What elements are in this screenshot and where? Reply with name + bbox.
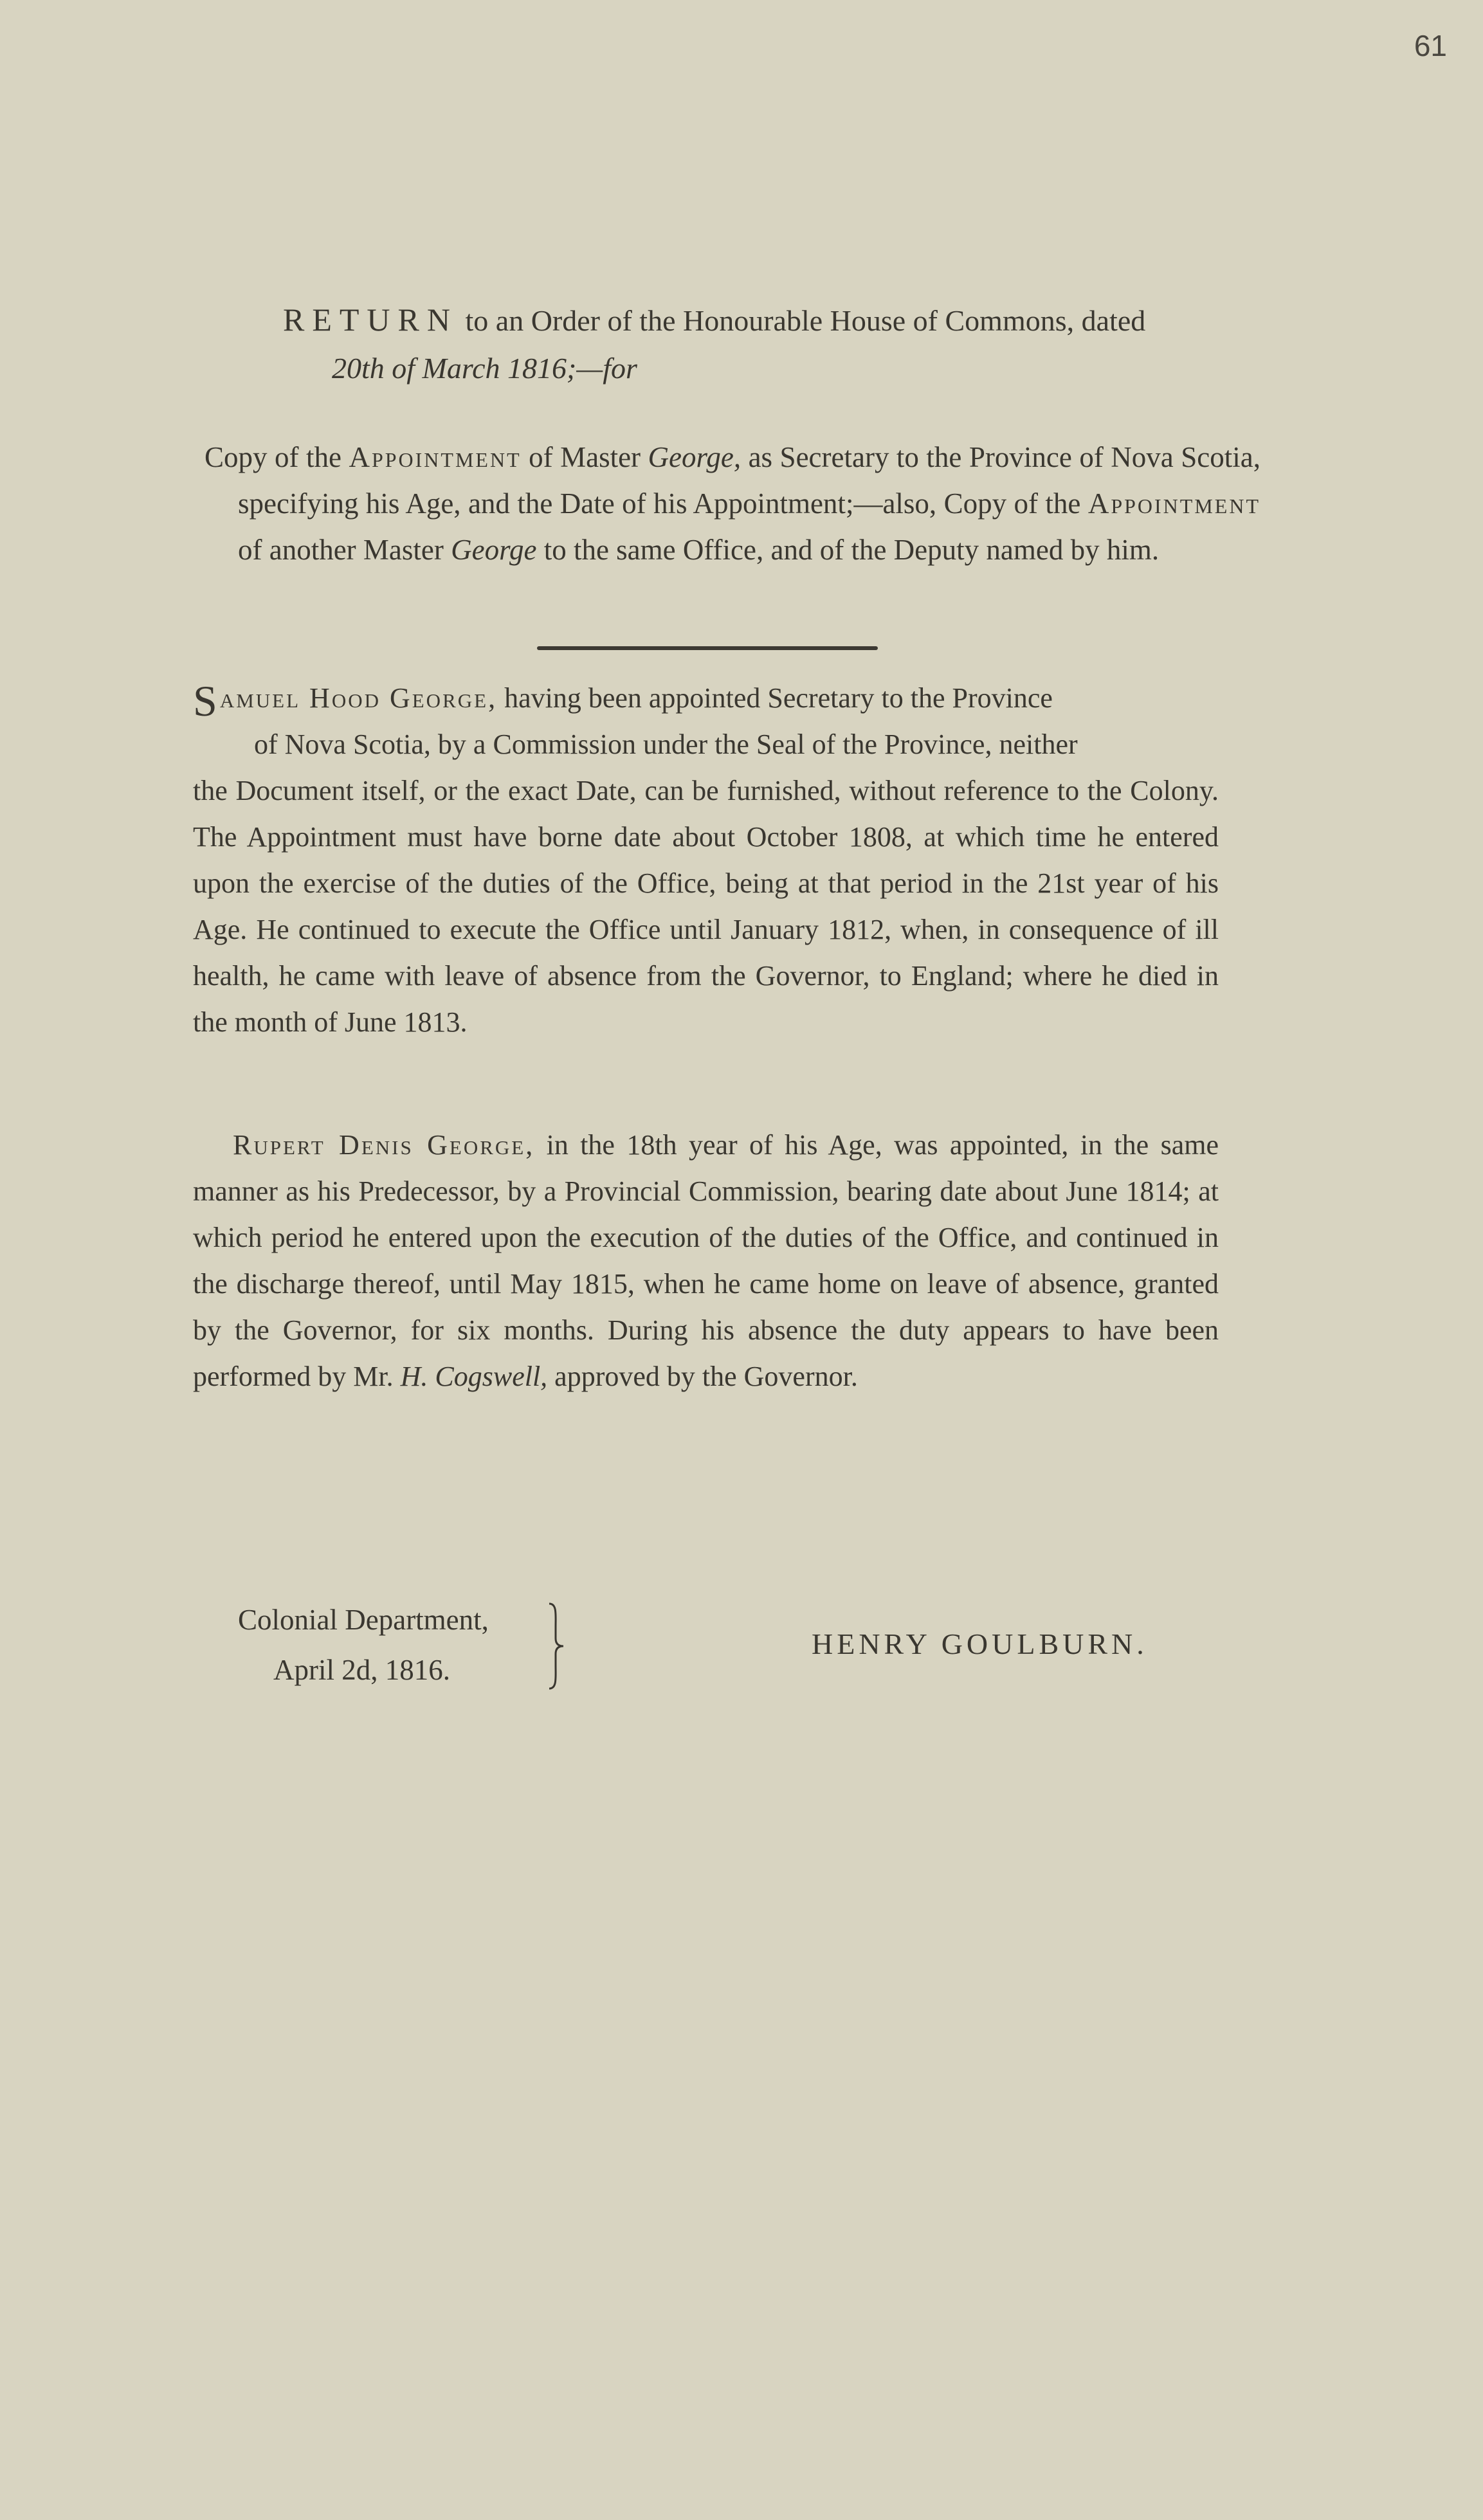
copy-text-1: Copy of the: [205, 441, 349, 473]
closing-date: April 2d, 1816.: [273, 1654, 450, 1686]
heading-line-2: [283, 345, 1235, 392]
samuel-line-2: of Nova Scotia, by a Commission under the Seal of the Province, neither: [254, 729, 1078, 760]
rupert-text-2: approved by the Governor.: [547, 1361, 858, 1392]
closing-block: [0, 1595, 1483, 1710]
page-number: 61: [1414, 29, 1447, 62]
copy-text-2: of Master: [521, 441, 648, 473]
george-term-1: George,: [648, 441, 742, 473]
heading-line-1-rest: to an Order of the Honourable House of Commons, dated: [465, 304, 1146, 337]
appointment-term-1: Appointment: [349, 441, 522, 473]
copy-paragraph: [205, 434, 1260, 573]
dropcap-letter: S: [193, 676, 217, 725]
samuel-name: amuel Hood George,: [219, 682, 498, 714]
samuel-paragraph: [193, 675, 1219, 1046]
cogswell-name: H. Cogswell,: [400, 1361, 548, 1392]
samuel-rest: the Document itself, or the exact Date, can be furnished, without reference to the Colony. The Appointment must have borne date about October 1808, at which time he entered upon the exercise of the duties of the Office, being at that period in the 21st year of his Age. He continued to execute the Office until January 1812, when, in consequence of ill health, he came with leave of absence from the Governor, to England; where he died in the month of June 1813.: [193, 775, 1219, 1038]
heading-line-1: [283, 296, 1235, 345]
brace-icon: [547, 1601, 566, 1691]
copy-text-3: as Secretary to the Province of Nova Scotia, specifying his Age, and the Date of his Appointment;—also, Copy of the: [238, 441, 1260, 520]
heading-date-for: 20th of March 1816;—for: [332, 352, 637, 385]
samuel-line-1-rest: having been appointed Secretary to the Province: [497, 682, 1053, 714]
appointment-term-2: Appointment: [1087, 487, 1260, 520]
department-name: Colonial Department,: [238, 1604, 489, 1636]
signature: HENRY GOULBURN.: [812, 1627, 1148, 1660]
rupert-text-1: in the 18th year of his Age, was appointed, in the same manner as his Predecessor, by a Provincial Commission, bearing date about June 1814; at which period he entered upon the execution of the duties of the Office, and continued in the discharge thereof, until May 1815, when he came home on leave of absence, granted by the Governor, for six months. During his absence the duty appears to have been performed by Mr.: [193, 1129, 1219, 1392]
section-divider: [537, 646, 878, 650]
rupert-name: Rupert Denis George,: [233, 1129, 535, 1161]
copy-text-5: to the same Office, and of the Deputy named by him.: [536, 534, 1160, 566]
department-block: [238, 1595, 489, 1695]
return-heading: [283, 296, 1235, 392]
rupert-paragraph: [193, 1122, 1219, 1400]
copy-text-4: of another Master: [238, 534, 451, 566]
return-word: RETURN: [283, 302, 458, 338]
george-term-2: George: [451, 534, 537, 566]
